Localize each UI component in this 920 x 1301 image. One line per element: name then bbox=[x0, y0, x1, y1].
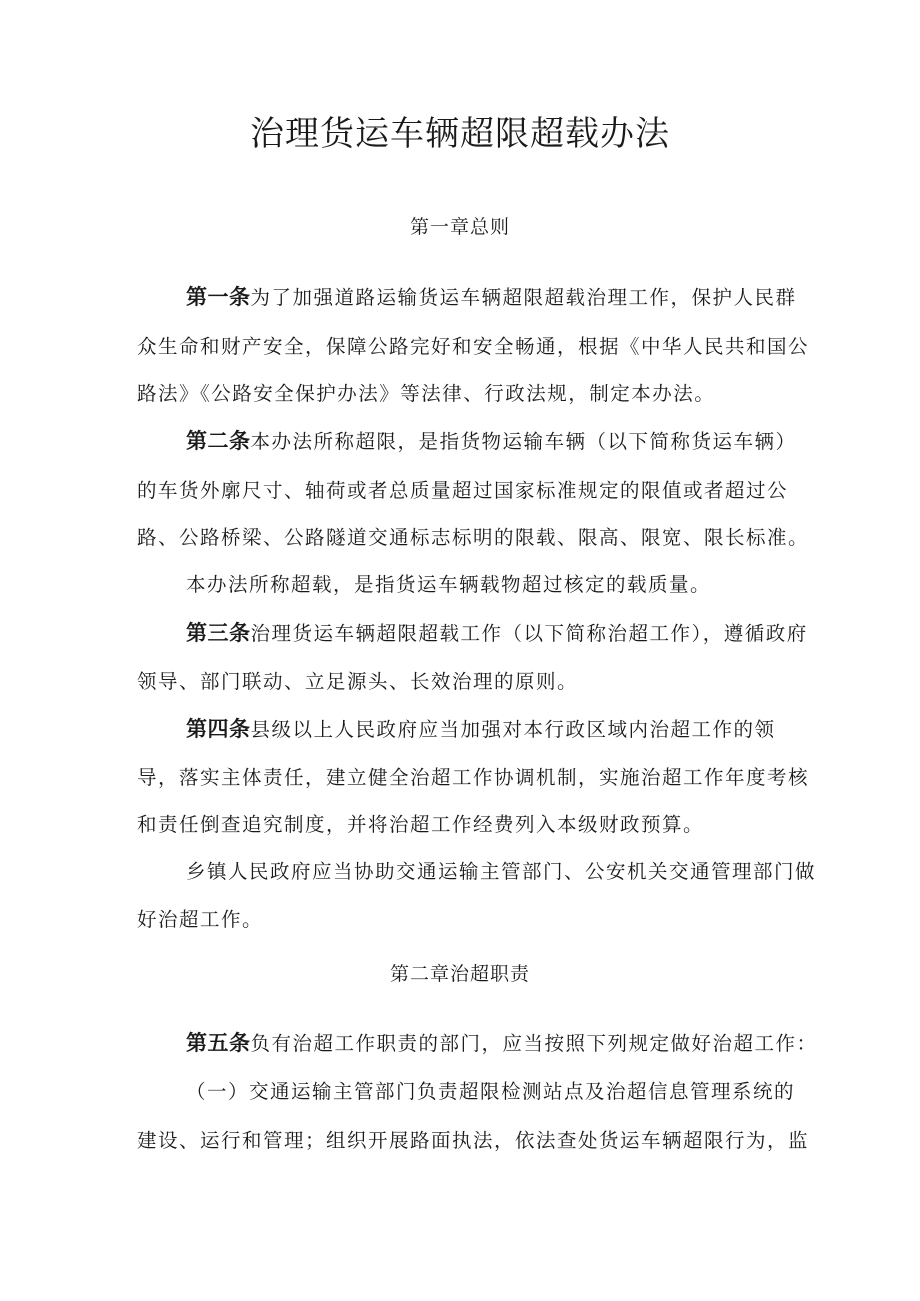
article-3-line-1 bbox=[186, 623, 808, 644]
article-5-item-1-line-2: 建设、运行和管理；组织开展路面执法，依法查处货运车辆超限行为，监 bbox=[137, 1129, 810, 1152]
article-4-para-2-line-2: 好治超工作。 bbox=[137, 908, 264, 931]
article-1-line-1 bbox=[186, 287, 797, 308]
article-4-line-3: 和责任倒查追究制度，并将治超工作经费列入本级财政预算。 bbox=[137, 813, 705, 836]
article-4-label: 第四条 bbox=[186, 717, 251, 741]
article-4-text-1: 县级以上人民政府应当加强对本行政区域内治超工作的领 bbox=[250, 718, 776, 741]
article-5-text-1: 负有治超工作职责的部门，应当按照下列规定做好治超工作： bbox=[250, 1032, 818, 1055]
article-5-label: 第五条 bbox=[186, 1031, 251, 1055]
article-3-label: 第三条 bbox=[186, 621, 251, 645]
document-title: 治理货运车辆超限超载办法 bbox=[250, 114, 670, 154]
article-2-line-1 bbox=[186, 431, 797, 452]
article-2-label: 第二条 bbox=[186, 429, 251, 453]
chapter-heading-2: 第二章治超职责 bbox=[389, 963, 530, 985]
article-1-line-2: 众生命和财产安全，保障公路完好和安全畅通，根据《中华人民共和国公 bbox=[137, 335, 810, 358]
article-2-text-1: 本办法所称超限，是指货物运输车辆（以下简称货运车辆） bbox=[250, 430, 797, 453]
article-1-line-3: 路法》《公路安全保护办法》等法律、行政法规，制定本办法。 bbox=[137, 382, 716, 405]
article-4-para-2-line-1: 乡镇人民政府应当协助交通运输主管部门、公安机关交通管理部门做 bbox=[186, 860, 817, 883]
article-4-line-1 bbox=[186, 719, 776, 740]
article-2-para-2: 本办法所称超载，是指货运车辆载物超过核定的载质量。 bbox=[186, 573, 712, 596]
article-3-line-2: 领导、部门联动、立足源头、长效治理的原则。 bbox=[137, 670, 579, 693]
article-5-line-1 bbox=[186, 1033, 818, 1054]
article-2-line-3: 路、公路桥梁、公路隧道交通标志标明的限载、限高、限宽、限长标准。 bbox=[137, 526, 810, 549]
chapter-heading-1: 第一章总则 bbox=[409, 216, 510, 238]
article-2-line-2: 的车货外廓尺寸、轴荷或者总质量超过国家标准规定的限值或者超过公 bbox=[137, 479, 789, 502]
article-1-text-1: 为了加强道路运输货运车辆超限超载治理工作，保护人民群 bbox=[250, 286, 797, 309]
article-3-text-1: 治理货运车辆超限超载工作（以下简称治超工作），遵循政府 bbox=[250, 622, 808, 645]
article-4-line-2: 导，落实主体责任，建立健全治超工作协调机制，实施治超工作年度考核 bbox=[137, 766, 810, 789]
article-5-item-1-line-1: （一）交通运输主管部门负责超限检测站点及治超信息管理系统的 bbox=[186, 1080, 796, 1103]
article-1-label: 第一条 bbox=[186, 285, 251, 309]
